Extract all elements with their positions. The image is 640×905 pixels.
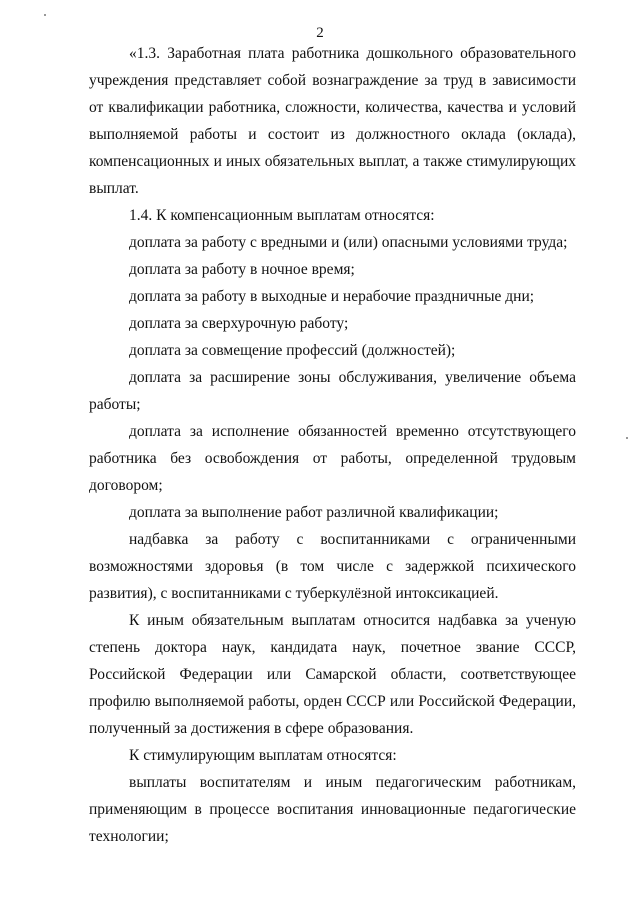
list-item: доплата за работу в ночное время; [129,261,355,278]
paragraph-other-payments: К иным обязательным выплатам относится надбавка за ученую степень доктора наук, кандидата наук, почетное звание СССР, Российской Федерации или Самарской области, соответствующее профилю выполняемой работы, орден СССР или Российской Федерации, полученный за достижения в сфере образования. [89,612,576,737]
list-item: доплата за расширение зоны обслуживания, увеличение объема работы; [89,369,576,413]
list-item: доплата за работу с вредными и (или) опасными условиями труда; [129,234,568,251]
list-item: доплата за работу в выходные и нерабочие праздничные дни; [129,288,535,305]
list-item: выплаты воспитателям и иным педагогическим работникам, применяющим в процессе воспитания инновационные педагогические технологии; [89,774,576,845]
list-item: доплата за выполнение работ различной квалификации; [129,504,499,521]
scan-speck [44,14,46,16]
list-item: надбавка за работу с воспитанниками с ограниченными возможностями здоровья (в том числе с задержкой психического развития), с воспитанниками с туберкулёзной интоксикацией. [89,531,576,602]
scan-speck [626,437,628,439]
list-item: доплата за сверхурочную работу; [129,315,349,332]
page-number: 2 [316,25,324,41]
list-item: доплата за исполнение обязанностей временно отсутствующего работника без освобождения от работы, определенной трудовым договором; [89,423,576,494]
paragraph-1-3: «1.3. Заработная плата работника дошкольного образовательного учреждения представляет собой вознаграждение за труд в зависимости от квалификации работника, сложности, количества, качества и условий выполняемой работы и состоит из должностного оклада (оклада), компенсационных и иных обязательных выплат, а также стимулирующих выплат. [89,45,576,197]
list-item: доплата за совмещение профессий (должностей); [129,342,456,359]
document-body [89,40,576,850]
paragraph-incentive-heading: К стимулирующим выплатам относятся: [129,747,397,764]
paragraph-1-4-heading: 1.4. К компенсационным выплатам относятся: [129,207,435,224]
